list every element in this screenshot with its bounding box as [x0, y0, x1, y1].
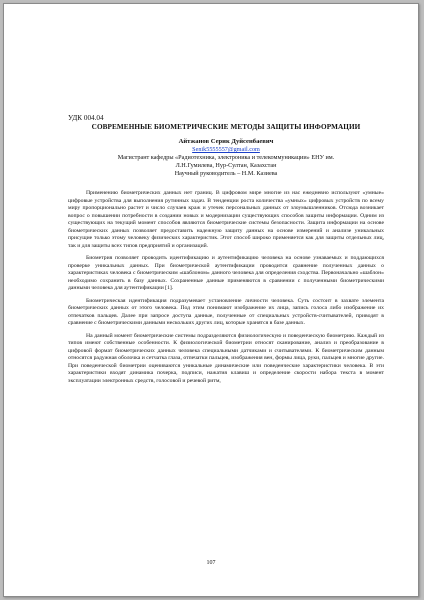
- document-page: [3, 3, 419, 597]
- supervisor-line: Научный руководитель – Н.М. Казиева: [174, 170, 278, 177]
- affiliation-line-1: Магистрант кафедры «Радиотехника, электроника и телекоммуникации» ЕНУ им.: [117, 154, 335, 161]
- paragraph: Биометрия позволяет проводить идентификацию и аутентификацию человека на основе узнаваемых и поддающихся проверке уникальных данных. При биометрической аутентификации проводится сравнение полученных данных о характеристиках человека с биометрическим «шаблоном» данного человека для определения сходства. Первоначально «шаблон» необходимо сохранить в базу данных. Сохраненные данные применяются в сравнении с полученными биометрическими данными человека для аутентификации [1].: [68, 255, 384, 291]
- page-number: 107: [206, 560, 216, 566]
- paragraph: Биометрическая идентификация подразумевает установление личности человека. Суть состоит в захвате элемента биометрических данных от этого человека. Под этим понимают изображение их лица, запись голоса либо изображение их отпечатков пальцев. Далее при запросе доступа данные, полученные от специальных устройств-считывателей, приводят в сравнение с биометрическими данными нескольких других лиц, которые хранятся в базе данных.: [68, 297, 384, 326]
- author-email-link[interactable]: Senik5555557@gmail.com: [192, 146, 260, 153]
- article-content: [68, 114, 384, 390]
- article-body: [68, 190, 384, 385]
- affiliation-line-2: Л.Н.Гумилева, Нур-Султан, Казахстан: [175, 162, 277, 169]
- paragraph: На данный момент биометрические системы подразделяются физиологическую и поведенческую биометрию. Каждый из типов имеют собственные особенности. К физиологической биометрии относят сканирование, анализ и преобразование в цифровой формат биометрических данных человека специальными датчиками и считывателями. К биометрическим данным относятся радужная оболочка и сетчатка глаза, отпечатки пальцев, изображения вен, формы лица, руки, пальцев и многие другие. При поведенческой биометрии оцениваются уникальные динамические или поведенческие характеристики человека. В эти характеристики входят динамика почерка, подписи, нажатия клавиш и определение скорости набора текста в момент эксплуатации электронных средств, голосовой и речевой ритм,: [68, 332, 384, 384]
- author-block: [68, 138, 384, 178]
- paragraph: Применению биометрических данных нет границ. В цифровом мире многие из нас ежедневно используют «умные» цифровые устройства для выполнения рутинных задач. В тенденции роста количества «умных» цифровых устройств по всему миру пропорционально растет и число случаев краж и утечек персональных данных от злоумышленников. Отсюда возникает вопрос о повышении потребности в создании новых и модернизации существующих способов защиты информации. Одним из существующих на текущий момент способов являются биометрические системы безопасности. Защита информации на основе биометрических данных позволяет предоставить надежную защиту данных на основе измерений и анализе уникальных присущие только этому человеку физических характеристик. Этот способ широко применяется как для защиты отдельных лиц, так и для защиты всех типов предприятий и организаций.: [68, 190, 384, 249]
- udk-code: УДК 004.04: [68, 114, 104, 122]
- article-title: СОВРЕМЕННЫЕ БИОМЕТРИЧЕСКИЕ МЕТОДЫ ЗАЩИТЫ ИНФОРМАЦИИ: [91, 123, 361, 131]
- author-name: Айтжанов Серик Дуйсенбаевич: [178, 138, 274, 145]
